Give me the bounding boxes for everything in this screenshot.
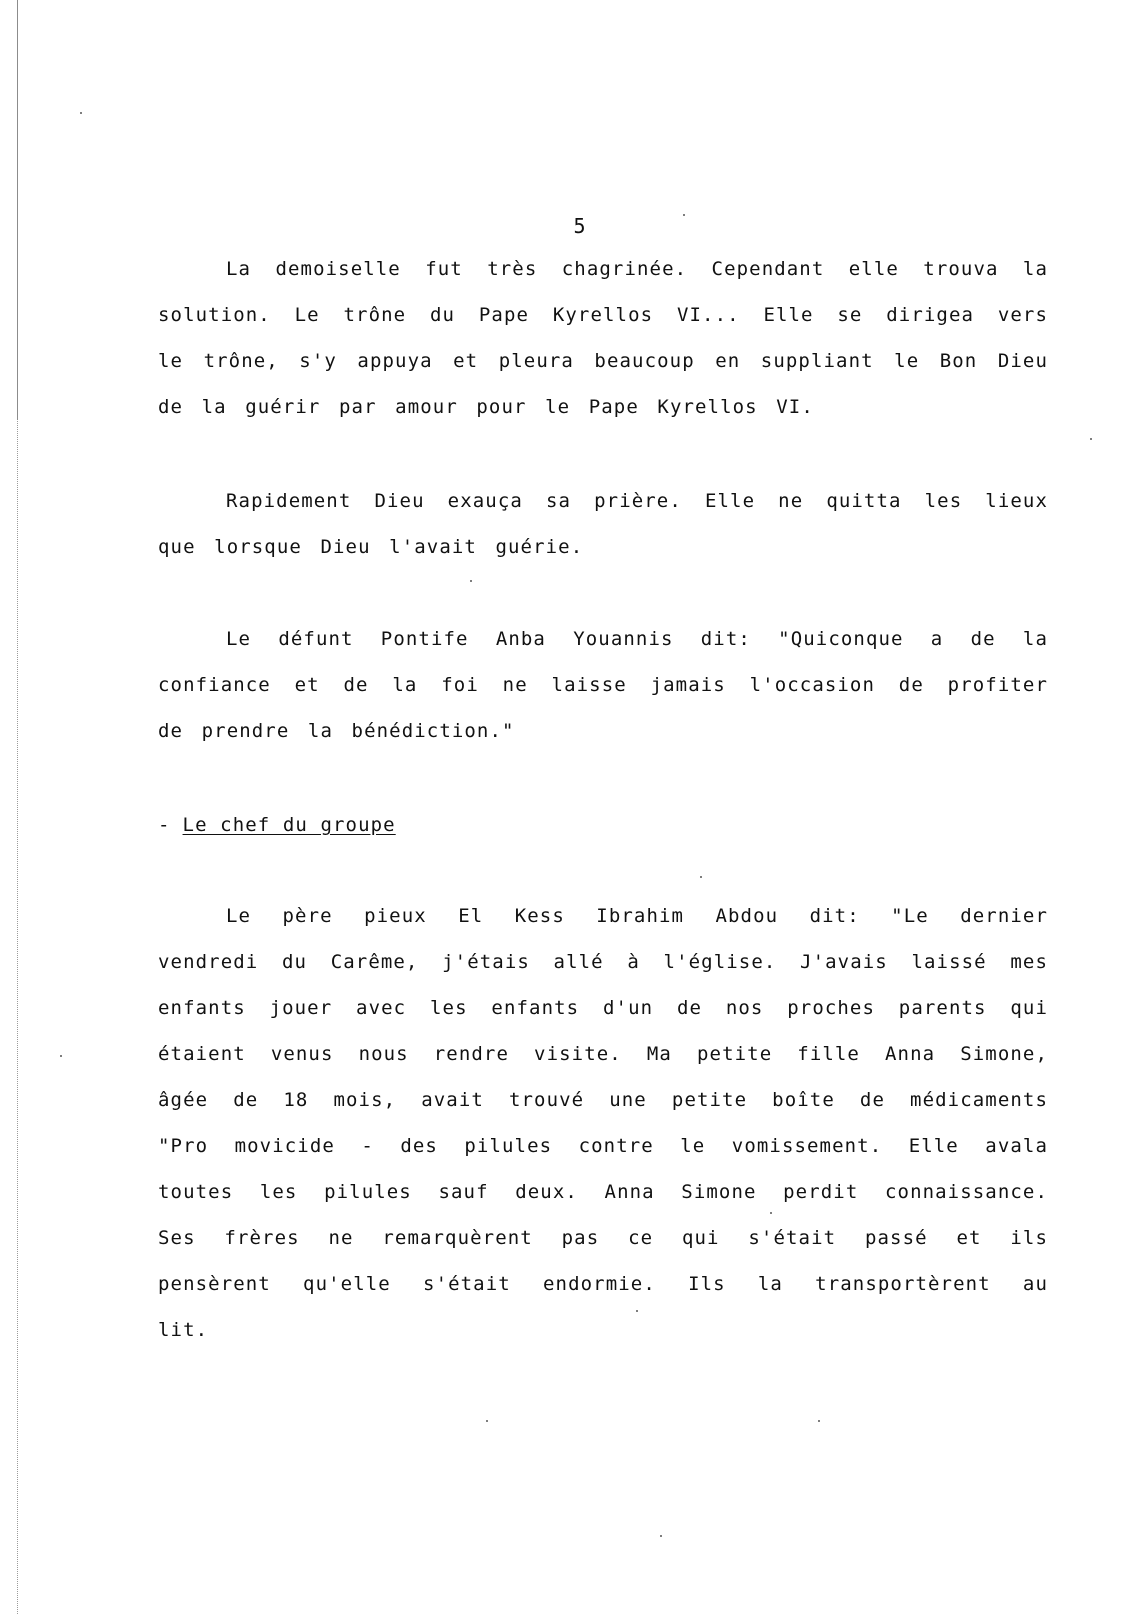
paragraph-line: le trône, s'y appuya et pleura beaucoup en suppliant le Bon Dieu [158,350,1048,372]
scan-edge-solid [17,0,18,420]
paragraph-line: Rapidement Dieu exauça sa prière. Elle ne quitta les lieux [226,490,1048,512]
paragraph-line: solution. Le trône du Pape Kyrellos VI... Elle se dirigea vers [158,304,1048,326]
paragraph-line: de prendre la bénédiction." [158,720,515,742]
paragraph-line: de la guérir par amour pour le Pape Kyrellos VI. [158,396,814,418]
section-heading [158,810,396,840]
paragraph-line: Le père pieux El Kess Ibrahim Abdou dit: "Le dernier [226,905,1048,927]
heading-dash: - [158,814,171,836]
scan-speck [660,1535,662,1537]
scan-speck [770,1212,772,1214]
paragraph-line: âgée de 18 mois, avait trouvé une petite boîte de médicaments [158,1089,1048,1111]
paragraph-line: confiance et de la foi ne laisse jamais l'occasion de profiter [158,674,1048,696]
paragraph-line: La demoiselle fut très chagrinée. Cependant elle trouva la [226,258,1048,280]
paragraph-1 [158,246,1048,430]
page-number: 5 [573,214,587,238]
scan-speck [60,1055,62,1057]
scan-speck [80,112,82,114]
paragraph-line: étaient venus nous rendre visite. Ma petite fille Anna Simone, [158,1043,1048,1065]
paragraph-line: Le défunt Pontife Anba Youannis dit: "Quiconque a de la [226,628,1048,650]
paragraph-line: "Pro movicide - des pilules contre le vomissement. Elle avala [158,1135,1048,1157]
paragraph-line: Ses frères ne remarquèrent pas ce qui s'était passé et ils [158,1227,1048,1249]
paragraph-3 [158,616,1048,754]
scan-speck [486,1420,488,1422]
scan-speck [470,580,472,582]
paragraph-line: toutes les pilules sauf deux. Anna Simone perdit connaissance. [158,1181,1048,1203]
paragraph-line: enfants jouer avec les enfants d'un de nos proches parents qui [158,997,1048,1019]
paragraph-line: pensèrent qu'elle s'était endormie. Ils la transportèrent au [158,1273,1048,1295]
paragraph-line: lit. [158,1319,209,1341]
scan-speck [1090,438,1092,440]
scan-speck [818,1420,820,1422]
paragraph-2 [158,478,1048,570]
heading-title: Le chef du groupe [182,814,396,836]
paragraph-4 [158,893,1048,1353]
paragraph-line: vendredi du Carême, j'étais allé à l'église. J'avais laissé mes [158,951,1048,973]
scan-speck [636,1310,638,1312]
scan-speck [683,214,685,216]
scan-speck [700,876,702,878]
paragraph-line: que lorsque Dieu l'avait guérie. [158,536,584,558]
